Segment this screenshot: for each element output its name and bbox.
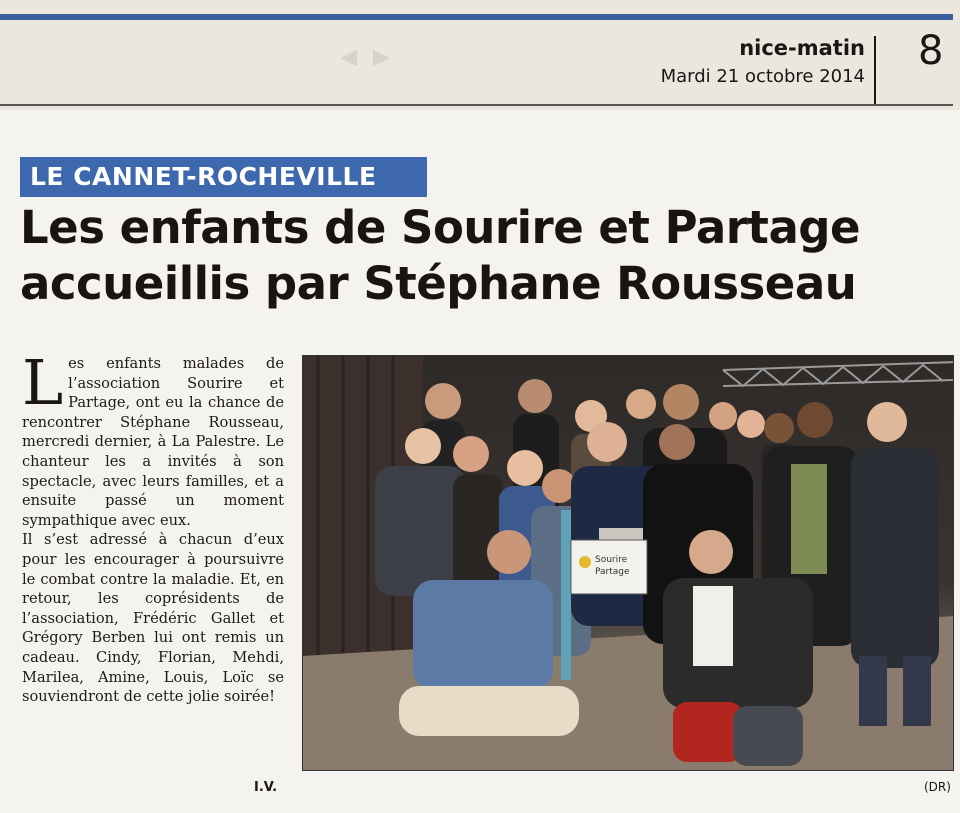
sign-text-1: Sourire <box>595 555 628 565</box>
headline-line-2: accueillis par Stéphane Rousseau <box>20 257 857 310</box>
article-headline <box>20 200 950 312</box>
header-bottom-rule <box>0 104 953 106</box>
paragraph-2: Il s’est adressé à chacun d’eux pour les encourager à poursuivre le combat contre la maladie. Et, en retour, les coprésidents de l’association, Frédéric Gallet et Grégory Berben lui ont remis un cadeau. Cindy, Florian, Mehdi, Marilea, Amine, Louis, Loïc se souviendront de cette jolie soirée! <box>22 531 284 706</box>
photo-credit: (DR) <box>924 780 951 794</box>
header-divider <box>874 36 876 104</box>
header-color-rule <box>0 14 953 20</box>
headline-line-1: Les enfants de Sourire et Partage <box>20 201 861 254</box>
article-body <box>22 346 284 707</box>
author-signature: I.V. <box>254 780 278 795</box>
drop-cap: L <box>22 346 64 419</box>
stage-truss <box>723 362 954 386</box>
sign-text-2: Partage <box>595 567 630 577</box>
group-photo <box>302 355 954 771</box>
newspaper-header <box>0 0 960 110</box>
issue-date: Mardi 21 octobre 2014 <box>660 66 865 87</box>
paragraph-1 <box>22 346 284 530</box>
bleed-through-texture: ◂ ▸ <box>340 36 392 76</box>
paragraph-1-text: es enfants malades de l’association Sourire et Partage, ont eu la chance de rencontrer Stéphane Rousseau, mercredi dernier, à La Palestre. Le chanteur les a invités à son spectacle, avec leurs familles, et a ensuite passé un moment sympathique avec eux. <box>22 355 284 529</box>
section-label: LE CANNET-ROCHEVILLE <box>20 157 427 197</box>
group-photo-illustration <box>303 356 954 771</box>
newspaper-name: nice-matin <box>739 36 865 60</box>
page-number: 8 <box>918 28 944 74</box>
sourire-partage-sign <box>571 540 647 594</box>
